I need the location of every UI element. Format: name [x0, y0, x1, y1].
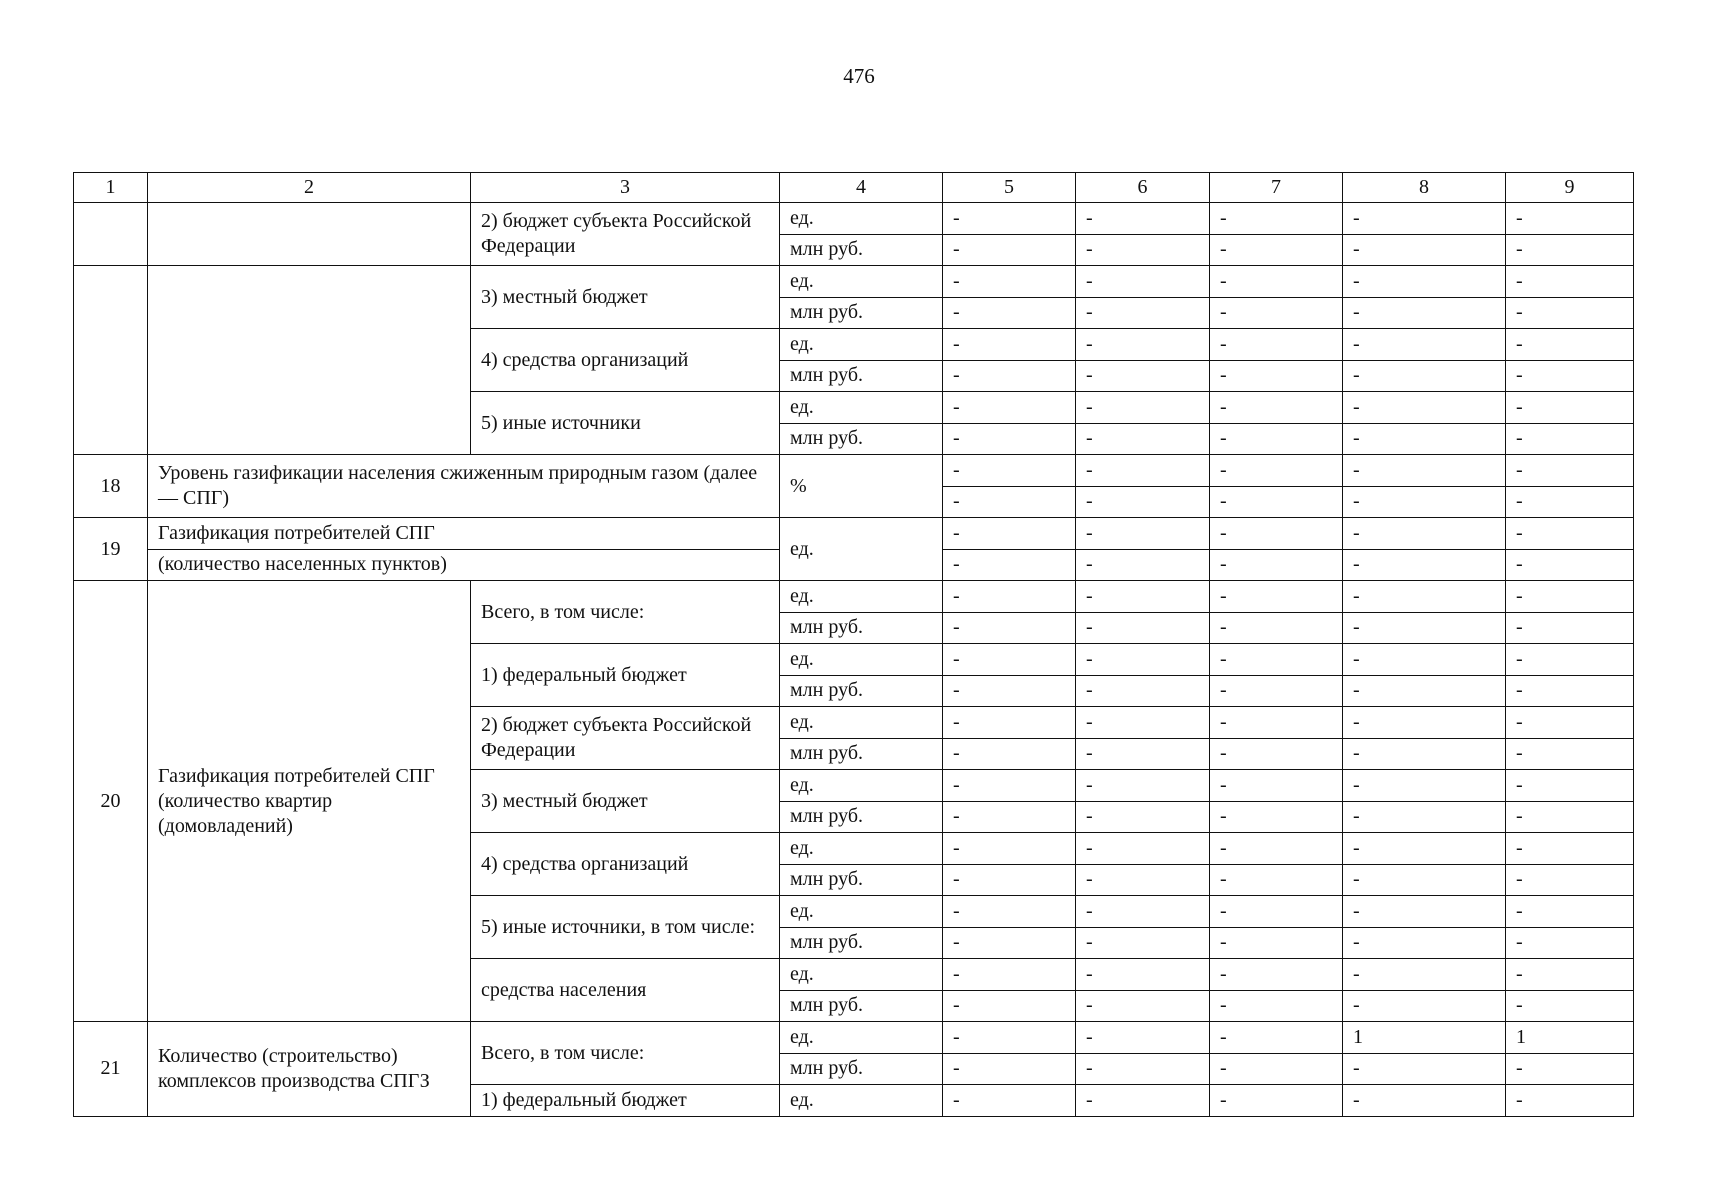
value-cell: -: [1506, 644, 1634, 676]
value-cell: -: [943, 833, 1076, 865]
unit-cell: %: [780, 455, 943, 518]
value-cell: -: [1076, 990, 1210, 1022]
source-cell: 2) бюджет субъекта Российской Федерации: [471, 203, 780, 266]
row-number-cell: [74, 266, 148, 455]
table-row: [74, 518, 1634, 550]
value-cell: -: [1506, 455, 1634, 487]
value-cell: -: [1343, 896, 1506, 928]
value-cell: -: [1343, 1053, 1506, 1085]
value-cell: -: [1506, 927, 1634, 959]
value-cell: -: [1343, 486, 1506, 518]
data-table: [73, 172, 1634, 1117]
value-cell: -: [943, 738, 1076, 770]
value-cell: -: [943, 707, 1076, 739]
unit-cell: ед.: [780, 203, 943, 235]
value-cell: -: [1076, 518, 1210, 550]
value-cell: -: [1210, 518, 1343, 550]
value-cell: -: [943, 801, 1076, 833]
unit-cell: ед.: [780, 707, 943, 739]
value-cell: -: [1343, 833, 1506, 865]
value-cell: -: [1076, 864, 1210, 896]
unit-cell: млн руб.: [780, 234, 943, 266]
value-cell: -: [1210, 864, 1343, 896]
value-cell: -: [1076, 455, 1210, 487]
value-cell: -: [943, 329, 1076, 361]
unit-cell: млн руб.: [780, 927, 943, 959]
value-cell: -: [1210, 612, 1343, 644]
value-cell: -: [1343, 549, 1506, 581]
value-cell: -: [1343, 329, 1506, 361]
value-cell: -: [1506, 518, 1634, 550]
value-cell: -: [1210, 990, 1343, 1022]
value-cell: -: [1506, 1085, 1634, 1117]
value-cell: -: [1343, 927, 1506, 959]
value-cell: -: [943, 644, 1076, 676]
value-cell: -: [943, 392, 1076, 424]
value-cell: -: [1210, 770, 1343, 802]
unit-cell: ед.: [780, 896, 943, 928]
unit-cell: ед.: [780, 1022, 943, 1054]
unit-cell: ед.: [780, 392, 943, 424]
value-cell: -: [943, 455, 1076, 487]
row-number-cell: 21: [74, 1022, 148, 1117]
value-cell: -: [1076, 329, 1210, 361]
value-cell: -: [1076, 707, 1210, 739]
value-cell: -: [1210, 234, 1343, 266]
source-cell: 5) иные источники: [471, 392, 780, 455]
value-cell: -: [1076, 927, 1210, 959]
value-cell: -: [1210, 707, 1343, 739]
value-cell: -: [1343, 518, 1506, 550]
column-header: 6: [1076, 173, 1210, 203]
unit-cell: ед.: [780, 266, 943, 298]
unit-cell: ед.: [780, 770, 943, 802]
row-number-cell: 19: [74, 518, 148, 581]
value-cell: -: [1343, 612, 1506, 644]
value-cell: -: [943, 770, 1076, 802]
value-cell: -: [1210, 297, 1343, 329]
value-cell: -: [1506, 266, 1634, 298]
source-cell: 3) местный бюджет: [471, 266, 780, 329]
value-cell: -: [1343, 360, 1506, 392]
value-cell: -: [1076, 486, 1210, 518]
row-number-cell: [74, 203, 148, 266]
value-cell: -: [1076, 770, 1210, 802]
unit-cell: ед.: [780, 833, 943, 865]
value-cell: -: [943, 959, 1076, 991]
table-body: [74, 173, 1634, 1117]
value-cell: -: [1076, 644, 1210, 676]
unit-cell: ед.: [780, 329, 943, 361]
value-cell: -: [943, 266, 1076, 298]
indicator-cell: [148, 266, 471, 455]
source-cell: Всего, в том числе:: [471, 581, 780, 644]
unit-cell: ед.: [780, 644, 943, 676]
value-cell: -: [1506, 612, 1634, 644]
value-cell: -: [1343, 770, 1506, 802]
source-cell: 4) средства организаций: [471, 833, 780, 896]
value-cell: -: [943, 896, 1076, 928]
value-cell: -: [1506, 581, 1634, 613]
column-header: 5: [943, 173, 1076, 203]
value-cell: -: [1210, 1085, 1343, 1117]
unit-cell: ед.: [780, 581, 943, 613]
value-cell: -: [943, 297, 1076, 329]
value-cell: -: [1343, 266, 1506, 298]
value-cell: -: [943, 234, 1076, 266]
value-cell: -: [1210, 927, 1343, 959]
value-cell: -: [1076, 203, 1210, 235]
value-cell: -: [1506, 896, 1634, 928]
value-cell: -: [1076, 833, 1210, 865]
unit-cell: млн руб.: [780, 612, 943, 644]
value-cell: -: [943, 549, 1076, 581]
value-cell: -: [1506, 549, 1634, 581]
value-cell: -: [943, 1022, 1076, 1054]
unit-cell: ед.: [780, 959, 943, 991]
value-cell: -: [1076, 549, 1210, 581]
value-cell: -: [943, 927, 1076, 959]
indicator-cell: Газификация потребителей СПГ: [148, 518, 780, 550]
indicator-cell: Газификация потребителей СПГ (количество квартир (домовладений): [148, 581, 471, 1022]
value-cell: -: [943, 675, 1076, 707]
column-header: 1: [74, 173, 148, 203]
table-row: [74, 203, 1634, 235]
source-cell: Всего, в том числе:: [471, 1022, 780, 1085]
unit-cell: ед.: [780, 518, 943, 581]
source-cell: 5) иные источники, в том числе:: [471, 896, 780, 959]
value-cell: -: [943, 612, 1076, 644]
column-header: 4: [780, 173, 943, 203]
value-cell: -: [943, 1053, 1076, 1085]
value-cell: -: [1076, 1022, 1210, 1054]
value-cell: -: [1506, 360, 1634, 392]
value-cell: -: [1210, 266, 1343, 298]
source-cell: 2) бюджет субъекта Российской Федерации: [471, 707, 780, 770]
value-cell: -: [1210, 738, 1343, 770]
value-cell: -: [1506, 234, 1634, 266]
indicator-cell: [148, 203, 471, 266]
value-cell: -: [1210, 896, 1343, 928]
value-cell: -: [1343, 1085, 1506, 1117]
value-cell: -: [1210, 549, 1343, 581]
table-row: [74, 581, 1634, 613]
value-cell: -: [1343, 738, 1506, 770]
column-header: 3: [471, 173, 780, 203]
value-cell: -: [1506, 770, 1634, 802]
value-cell: -: [1210, 833, 1343, 865]
value-cell: -: [1506, 707, 1634, 739]
unit-cell: млн руб.: [780, 990, 943, 1022]
source-cell: средства населения: [471, 959, 780, 1022]
value-cell: -: [1210, 644, 1343, 676]
value-cell: -: [1076, 675, 1210, 707]
value-cell: -: [943, 518, 1076, 550]
source-cell: 1) федеральный бюджет: [471, 1085, 780, 1117]
value-cell: -: [1343, 423, 1506, 455]
value-cell: -: [943, 360, 1076, 392]
value-cell: -: [1506, 423, 1634, 455]
value-cell: -: [1076, 896, 1210, 928]
value-cell: -: [943, 486, 1076, 518]
value-cell: -: [1506, 801, 1634, 833]
value-cell: -: [1210, 203, 1343, 235]
value-cell: -: [943, 581, 1076, 613]
value-cell: -: [1506, 392, 1634, 424]
value-cell: -: [1343, 675, 1506, 707]
value-cell: -: [1343, 864, 1506, 896]
value-cell: -: [1506, 675, 1634, 707]
indicator-cell: (количество населенных пунктов): [148, 549, 780, 581]
source-cell: 1) федеральный бюджет: [471, 644, 780, 707]
value-cell: -: [1210, 675, 1343, 707]
value-cell: -: [1210, 360, 1343, 392]
value-cell: -: [1343, 990, 1506, 1022]
row-number-cell: 20: [74, 581, 148, 1022]
value-cell: 1: [1506, 1022, 1634, 1054]
value-cell: -: [1343, 644, 1506, 676]
value-cell: -: [1506, 864, 1634, 896]
value-cell: -: [1076, 234, 1210, 266]
value-cell: -: [1506, 297, 1634, 329]
value-cell: -: [1076, 959, 1210, 991]
value-cell: -: [943, 990, 1076, 1022]
unit-cell: ед.: [780, 1085, 943, 1117]
value-cell: -: [1506, 738, 1634, 770]
unit-cell: млн руб.: [780, 738, 943, 770]
value-cell: -: [1343, 455, 1506, 487]
value-cell: 1: [1343, 1022, 1506, 1054]
unit-cell: млн руб.: [780, 864, 943, 896]
value-cell: -: [1506, 833, 1634, 865]
value-cell: -: [1210, 455, 1343, 487]
unit-cell: млн руб.: [780, 360, 943, 392]
value-cell: -: [943, 1085, 1076, 1117]
value-cell: -: [1076, 612, 1210, 644]
column-header: 8: [1343, 173, 1506, 203]
value-cell: -: [1076, 1053, 1210, 1085]
value-cell: -: [1210, 329, 1343, 361]
column-header: 2: [148, 173, 471, 203]
value-cell: -: [1076, 297, 1210, 329]
value-cell: -: [1343, 801, 1506, 833]
value-cell: -: [1076, 266, 1210, 298]
value-cell: -: [1210, 801, 1343, 833]
value-cell: -: [1343, 297, 1506, 329]
source-cell: 3) местный бюджет: [471, 770, 780, 833]
value-cell: -: [1343, 203, 1506, 235]
value-cell: -: [1076, 392, 1210, 424]
value-cell: -: [1076, 581, 1210, 613]
unit-cell: млн руб.: [780, 423, 943, 455]
value-cell: -: [1343, 707, 1506, 739]
indicator-cell: Количество (строительство) комплексов производства СПГЗ: [148, 1022, 471, 1117]
value-cell: -: [1076, 1085, 1210, 1117]
unit-cell: млн руб.: [780, 801, 943, 833]
value-cell: -: [943, 864, 1076, 896]
value-cell: -: [1506, 486, 1634, 518]
table-row: [74, 1022, 1634, 1054]
value-cell: -: [1506, 959, 1634, 991]
value-cell: -: [1210, 959, 1343, 991]
source-cell: 4) средства организаций: [471, 329, 780, 392]
value-cell: -: [943, 423, 1076, 455]
header-row: [74, 173, 1634, 203]
value-cell: -: [1076, 423, 1210, 455]
value-cell: -: [1210, 486, 1343, 518]
value-cell: -: [1506, 329, 1634, 361]
row-number-cell: 18: [74, 455, 148, 518]
page-number: 476: [843, 64, 875, 88]
value-cell: -: [1076, 360, 1210, 392]
value-cell: -: [1210, 1053, 1343, 1085]
value-cell: -: [1506, 203, 1634, 235]
value-cell: -: [1506, 990, 1634, 1022]
value-cell: -: [1210, 392, 1343, 424]
indicator-cell: Уровень газификации населения сжиженным природным газом (далее — СПГ): [148, 455, 780, 518]
column-header: 7: [1210, 173, 1343, 203]
unit-cell: млн руб.: [780, 1053, 943, 1085]
table-row: [74, 455, 1634, 487]
value-cell: -: [1210, 423, 1343, 455]
value-cell: -: [1506, 1053, 1634, 1085]
value-cell: -: [943, 203, 1076, 235]
table-row: [74, 266, 1634, 298]
value-cell: -: [1076, 801, 1210, 833]
column-header: 9: [1506, 173, 1634, 203]
value-cell: -: [1210, 1022, 1343, 1054]
value-cell: -: [1343, 392, 1506, 424]
value-cell: -: [1343, 234, 1506, 266]
value-cell: -: [1210, 581, 1343, 613]
value-cell: -: [1076, 738, 1210, 770]
value-cell: -: [1343, 959, 1506, 991]
unit-cell: млн руб.: [780, 297, 943, 329]
unit-cell: млн руб.: [780, 675, 943, 707]
value-cell: -: [1343, 581, 1506, 613]
